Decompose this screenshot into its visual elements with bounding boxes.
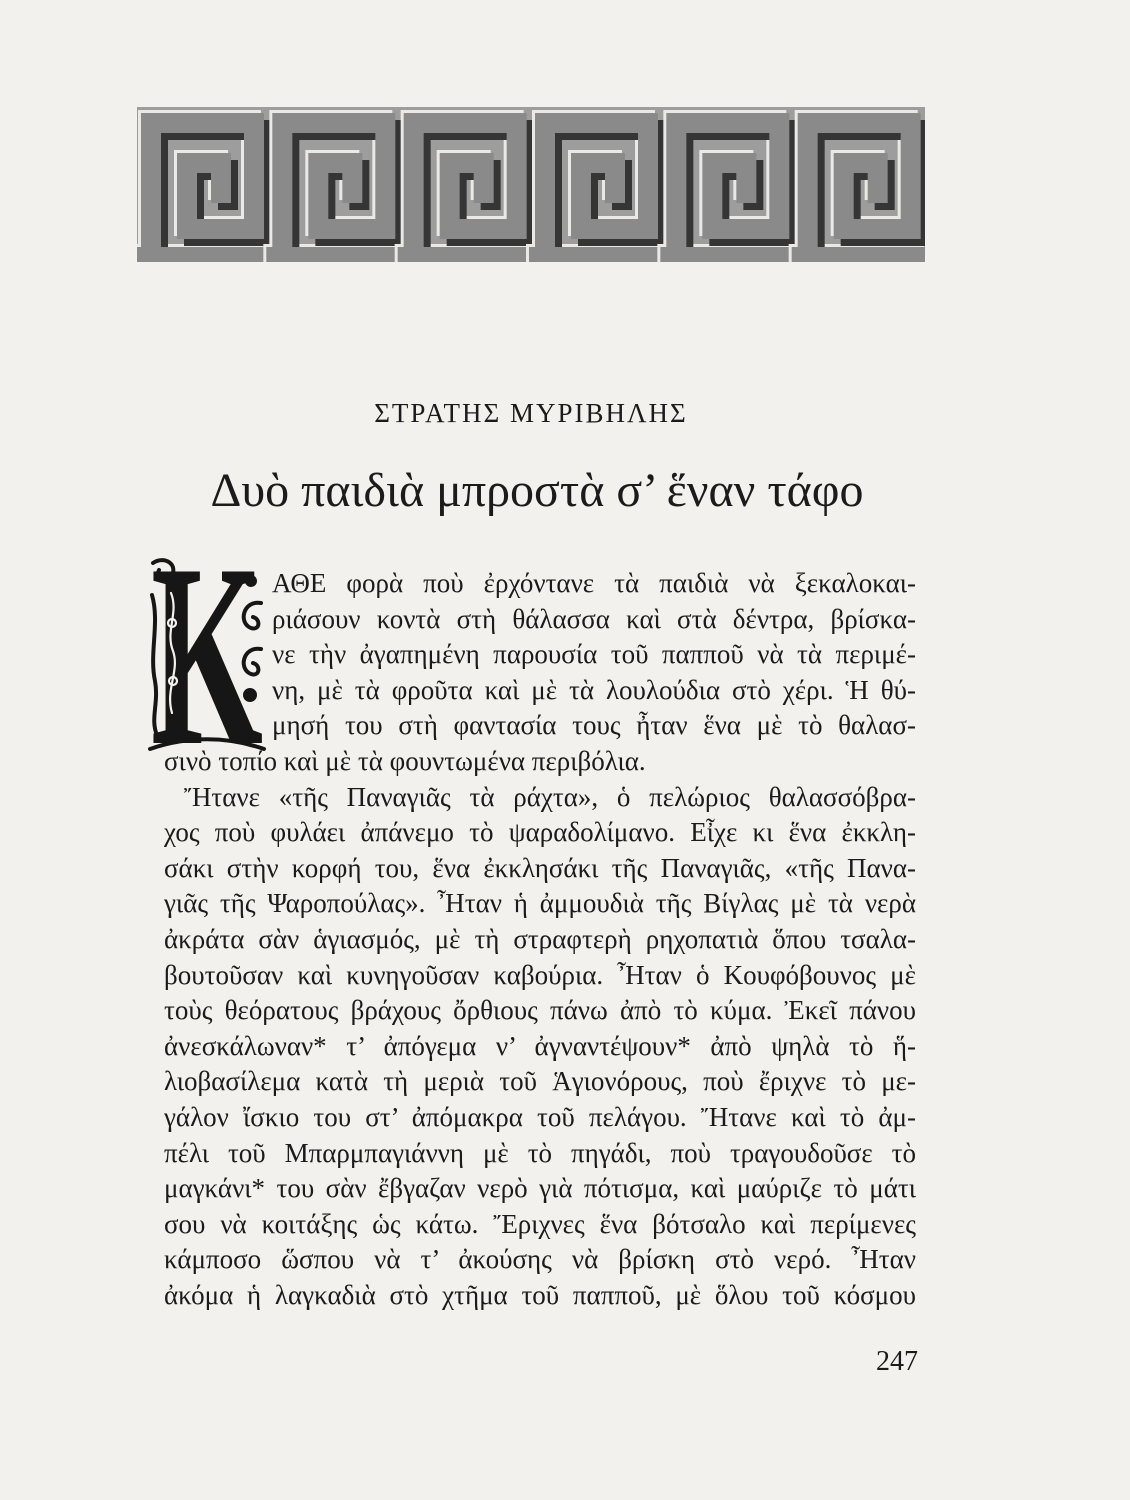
text-line: ἀκόμα ἡ λαγκαδιὰ στὸ χτῆμα τοῦ παπποῦ, μὲ ὅλου τοῦ κόσμου xyxy=(164,1279,916,1310)
text-line: βουτοῦσαν καὶ κυνηγοῦσαν καβούρια. Ἦταν ὁ Κουφόβουνος μὲ xyxy=(164,959,916,990)
text-line: μαγκάνι* του σὰν ἔβγαζαν νερὸ γιὰ πότισμα, καὶ μαύριζε τὸ μάτι xyxy=(164,1173,916,1204)
text-line: χος ποὺ φυλάει ἀπάνεμο τὸ ψαραδολίμανο. Εἶχε κι ἕνα ἐκκλη- xyxy=(164,817,916,848)
text-line: λιοβασίλεμα κατὰ τὴ μεριὰ τοῦ Ἁγιονόρους, ποὺ ἔριχνε τὸ με- xyxy=(164,1066,916,1097)
drop-cap-letter: Κ xyxy=(151,553,264,753)
body-text xyxy=(164,566,916,1313)
author-name: ΣΤΡΑΤΗΣ ΜΥΡΙΒΗΛΗΣ xyxy=(374,398,688,428)
text-line: νη, μὲ τὰ φροῦτα καὶ μὲ τὰ λουλούδια στὸ χέρι. Ἡ θύ- xyxy=(272,674,916,705)
page-number: 247 xyxy=(876,1346,918,1377)
text-line: κάμποσο ὥσπου νὰ τ’ ἀκούσης νὰ βρίσκη στὸ νερό. Ἦταν xyxy=(164,1244,916,1275)
text-line: νε τὴν ἀγαπημένη παρουσία τοῦ παπποῦ νὰ τὰ περιμέ- xyxy=(272,639,916,670)
text-line: πέλι τοῦ Μπαρμπαγιάννη μὲ τὸ πηγάδι, ποὺ τραγουδοῦσε τὸ xyxy=(164,1137,916,1168)
text-line: σάκι στὴν κορφή του, ἕνα ἐκκλησάκι τῆς Παναγιᾶς, «τῆς Πανα- xyxy=(164,852,916,883)
text-line: γιᾶς τῆς Ψαροπούλας». Ἦταν ἡ ἀμμουδιὰ τῆς Βίγλας μὲ τὰ νερὰ xyxy=(164,888,916,919)
text-line: σινὸ τοπίο καὶ μὲ τὰ φουντωμένα περιβόλια. xyxy=(164,745,646,776)
greek-key-meander-icon xyxy=(137,107,925,262)
text-line: Ἤτανε «τῆς Παναγιᾶς τὰ ράχτα», ὁ πελώριος θαλασσόβρα- xyxy=(184,781,916,812)
text-line: μησή του στὴ φαντασία τους ἦταν ἕνα μὲ τὸ θαλασ- xyxy=(272,710,916,741)
text-line: ἀνεσκάλωναν* τ’ ἀπόγεμα ν’ ἀγναντέψουν* ἀπὸ ψηλὰ τὸ ἥ- xyxy=(164,1030,916,1061)
text-line: ἀκράτα σὰν ἁγιασμός, μὲ τὴ στραφτερὴ ρηχοπατιὰ ὅπου τσαλα- xyxy=(164,923,916,954)
text-line: τοὺς θεόρατους βράχους ὄρθιους πάνω ἀπὸ τὸ κύμα. Ἐκεῖ πάνου xyxy=(164,995,916,1026)
text-line: ΑΘΕ φορὰ ποὺ ἐρχόντανε τὰ παιδιὰ νὰ ξεκαλοκαι- xyxy=(272,568,916,598)
text-line: ριάσουν κοντὰ στὴ θάλασσα καὶ στὰ δέντρα, βρίσκα- xyxy=(272,603,916,634)
text-line: σου νὰ κοιτάξης ὡς κάτω. Ἔριχνες ἕνα βότσαλο καὶ περίμενες xyxy=(164,1208,916,1239)
text-line: γάλον ἴσκιο του στ’ ἀπόμακρα τοῦ πελάγου. Ἤτανε καὶ τὸ ἀμ- xyxy=(164,1101,916,1132)
story-title: Δυὸ παιδιὰ μπροστὰ σ’ ἕναν τάφο xyxy=(210,464,864,517)
